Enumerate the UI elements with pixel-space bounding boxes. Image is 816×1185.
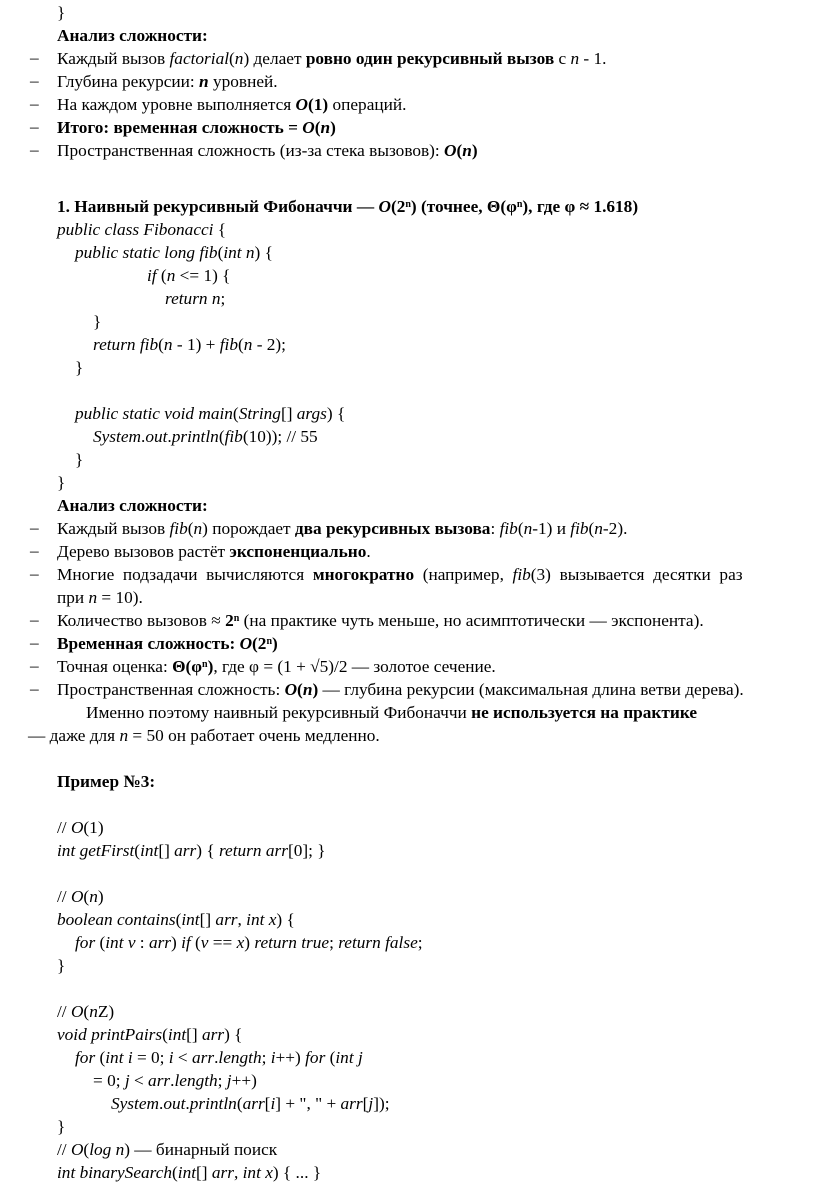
- code-line: return n;: [165, 289, 226, 308]
- list-item: Временная сложность: O(2$^n$): [57, 634, 278, 653]
- code-line: }: [75, 450, 84, 469]
- bullet-dash: –: [30, 564, 39, 583]
- bullet-dash: –: [30, 679, 39, 698]
- code-line: }: [57, 1117, 66, 1136]
- code-line: = 0; j < arr.length; j++): [93, 1071, 257, 1090]
- paragraph-line: Именно поэтому наивный рекурсивный Фибоначчи не используется на практике: [86, 703, 698, 722]
- bullet-dash: –: [30, 656, 39, 675]
- code-line: }: [93, 312, 102, 331]
- list-item: Пространственная сложность: O(n) — глубина рекурсии (максимальная длина ветви дерева).: [57, 680, 744, 699]
- list-item: Количество вызовов ≈ $2^n$ (на практике чуть меньше, но асимптотически — экспонента).: [57, 611, 704, 630]
- code-line: int binarySearch(int[] arr, int x) { ... }: [57, 1163, 322, 1182]
- code-line: public static long fib(int n) {: [75, 243, 273, 262]
- list-item: Точная оценка: $\Theta(\varphi^n)$, где φ = (1 + √5)/2 — золотое сечение.: [57, 657, 496, 676]
- bullet-dash: –: [30, 117, 39, 136]
- code-comment: // O(1): [57, 818, 104, 837]
- list-item: Глубина рекурсии: n уровней.: [57, 72, 278, 91]
- bullet-dash: –: [30, 541, 39, 560]
- bullet-dash: –: [30, 610, 39, 629]
- code-line: public static void main(String[] args) {: [75, 404, 346, 423]
- closing-brace: }: [57, 3, 66, 22]
- code-line: if (n <= 1) {: [147, 266, 231, 285]
- bullet-dash: –: [30, 94, 39, 113]
- section-heading: Анализ сложности:: [57, 26, 208, 45]
- code-line: System.out.println(fib(10)); // 55: [93, 427, 318, 446]
- code-comment: // O(log n) — бинарный поиск: [57, 1140, 278, 1159]
- code-line: return fib(n - 1) + fib(n - 2);: [93, 335, 286, 354]
- code-line: for (int i = 0; i < arr.length; i++) for (int j: [75, 1048, 363, 1067]
- list-item: Пространственная сложность (из-за стека вызовов): O(n): [57, 141, 478, 160]
- bullet-dash: –: [30, 633, 39, 652]
- code-comment: // O(nZ): [57, 1002, 115, 1021]
- code-line: public class Fibonacci {: [57, 220, 227, 239]
- section-heading: Анализ сложности:: [57, 496, 208, 515]
- example-heading: Пример №3:: [57, 772, 156, 791]
- list-item: Итого: временная сложность = O(n): [57, 118, 336, 137]
- bullet-dash: –: [30, 140, 39, 159]
- bullet-dash: –: [30, 48, 39, 67]
- list-item: Каждый вызов factorial(n) делает ровно один рекурсивный вызов с n - 1.: [57, 49, 607, 68]
- bullet-dash: –: [30, 518, 39, 537]
- list-item: На каждом уровне выполняется O(1) операций.: [57, 95, 407, 114]
- code-line: boolean contains(int[] arr, int x) {: [57, 910, 295, 929]
- code-line: }: [57, 473, 66, 492]
- list-item: Многие подзадачи вычисляются многократно (например, fib(3) вызывается десятки раз: [57, 565, 743, 584]
- code-comment: // O(n): [57, 887, 104, 906]
- list-item-continuation: при n = 10).: [57, 588, 143, 607]
- code-line: }: [75, 358, 84, 377]
- code-line: for (int v : arr) if (v == x) return true; return false;: [75, 933, 423, 952]
- list-item: Дерево вызовов растёт экспоненциально.: [57, 542, 371, 561]
- bullet-dash: –: [30, 71, 39, 90]
- code-line: int getFirst(int[] arr) { return arr[0]; }: [57, 841, 326, 860]
- code-line: void printPairs(int[] arr) {: [57, 1025, 243, 1044]
- code-line: System.out.println(arr[i] + ", " + arr[j]);: [111, 1094, 390, 1113]
- fib-title: 1. Наивный рекурсивный Фибоначчи — O(2$^n$) (точнее, $\Theta(\varphi^n)$, где φ ≈ 1.618): [57, 197, 639, 216]
- list-item: Каждый вызов fib(n) порождает два рекурсивных вызова: fib(n-1) и fib(n-2).: [57, 519, 628, 538]
- paragraph-line: — даже для n = 50 он работает очень медленно.: [28, 726, 380, 745]
- code-line: }: [57, 956, 66, 975]
